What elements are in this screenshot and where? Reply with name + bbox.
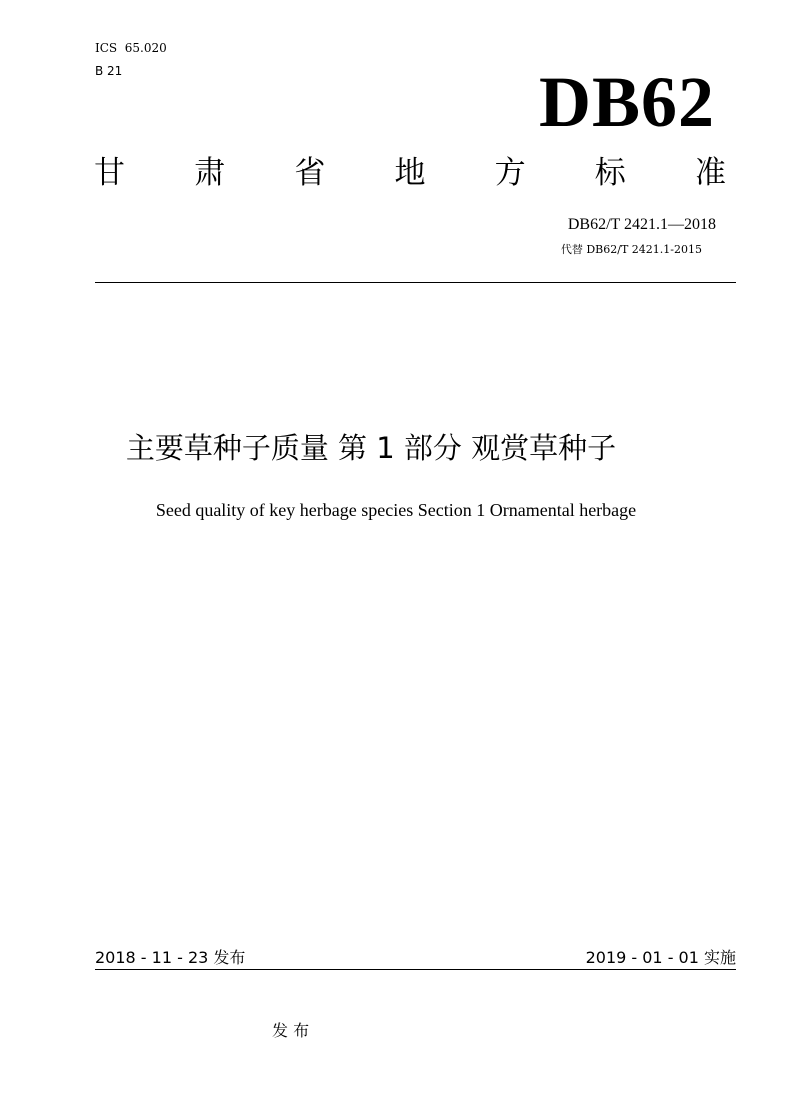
ics-code: ICS 65.020 [95,41,167,55]
standard-type-heading [94,152,726,194]
standard-number: DB62/T 2421.1—2018 [567,216,716,233]
title-chinese: 主要草种子质量 第 1 部分 观赏草种子 [125,431,617,465]
standard-type-char: 甘 [94,155,125,191]
standard-type-char: 省 [294,155,326,191]
standard-type-char: 方 [494,155,526,191]
standard-type-char: 标 [594,155,626,191]
standard-type-char: 准 [694,155,726,191]
publish-date: 2018 - 11 - 23 发布 [95,948,246,967]
top-divider [95,282,736,283]
replaces-standard: 代替 DB62/T 2421.1-2015 [560,243,702,256]
standard-mark: DB62 [538,62,715,142]
standard-type-char: 肃 [194,155,226,191]
title-english: Seed quality of key herbage species Section 1 Ornamental herbage [155,500,637,520]
bottom-divider [95,969,736,970]
ccs-code: B 21 [95,64,123,78]
issuer-label: 发 布 [272,1021,310,1040]
implementation-date: 2019 - 01 - 01 实施 [585,948,736,967]
standard-type-char: 地 [394,155,426,191]
